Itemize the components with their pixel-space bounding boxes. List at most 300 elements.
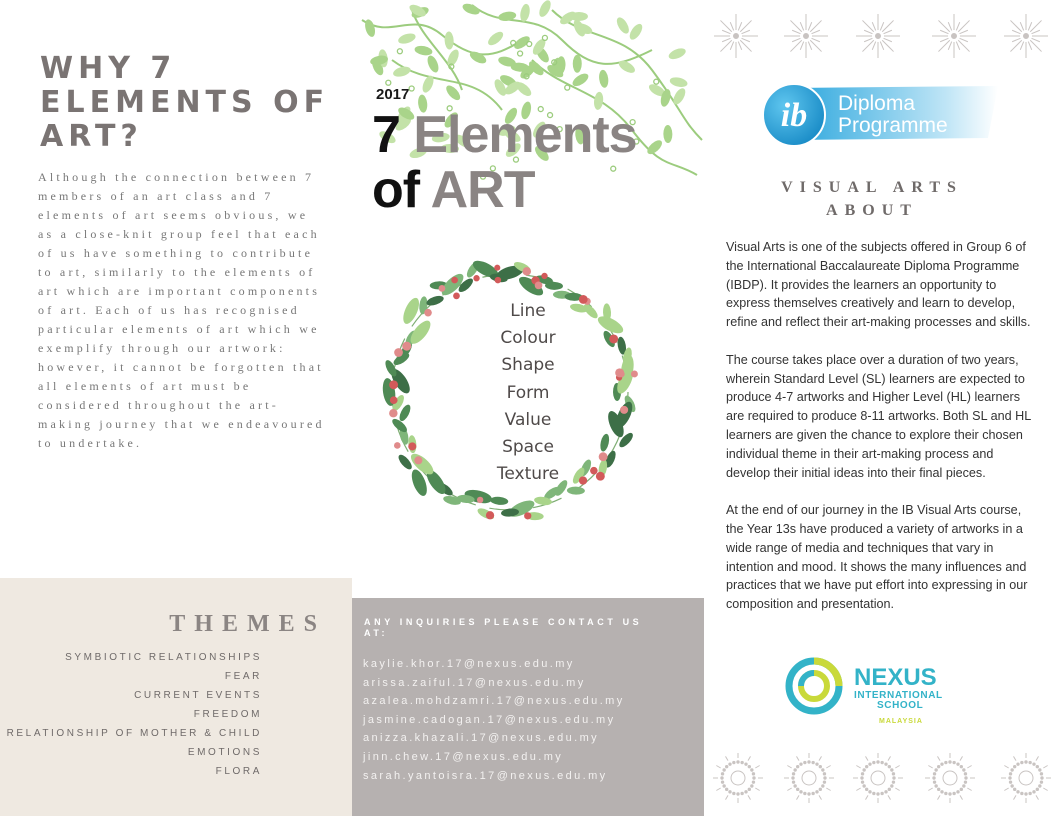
sparkle-ray [740, 20, 751, 31]
mandala-ray [819, 795, 822, 799]
wreath-berry [451, 277, 458, 284]
mandala-dot [824, 777, 826, 779]
mandala-dot [957, 791, 959, 793]
sparkle-ray [808, 22, 811, 30]
mandala-dot [1021, 761, 1023, 763]
mandala-ray [895, 788, 899, 791]
sparkle-ray [882, 40, 893, 51]
why-body-text: Although the connection between 7 members of an art class and 7 elements of art seems obvious, we as a close-knit group feel that each of us have something to contribute to art, similarly to the elements of art which are important components of art. Each of us has recognised particular elements of art which we exemplify through our artwork: however, it cannot be forgotten that all elements of art must be considered throughout the art-making journey that we endeavoured to undertake. [38, 170, 325, 450]
sparkle-center [734, 34, 739, 39]
contact-email-list [363, 655, 625, 785]
mandala-ray [748, 795, 751, 799]
sparkle-ray [1010, 20, 1021, 31]
theme-item: EMOTIONS [187, 747, 262, 758]
mandala-ring [731, 771, 745, 785]
wreath-berry [631, 370, 638, 377]
sparkle-ray [1012, 38, 1020, 41]
mandala-dot [1009, 781, 1011, 783]
sparkle-ray [812, 30, 820, 33]
mandala-ray [787, 788, 791, 791]
mandala-ray [726, 795, 729, 799]
mandala-dot [941, 791, 943, 793]
wreath-berry [402, 342, 411, 351]
mandala-ring [1019, 771, 1033, 785]
mandala-dot [1011, 785, 1013, 787]
mandala-dot [863, 769, 865, 771]
mandala-dot [792, 777, 794, 779]
mandala-dot [822, 769, 824, 771]
mandala-ray [1004, 788, 1008, 791]
mandala-dot [935, 769, 937, 771]
sparkle-ray [884, 30, 892, 33]
about-paragraph: The course takes place over a duration of two years, wherein Standard Level (SL) learners are expected to produce 4-7 artworks and Higher Level (HL) learners are required to produce 8-11 artworks. Both SL and HL learners are given the chance to explore their chosen individual theme in their art-making process and develop their initial ideas into their final pieces. [726, 352, 1031, 480]
mandala-dot [745, 763, 747, 765]
sparkle-ray [862, 40, 873, 51]
mandala-dot [933, 781, 935, 783]
wreath-berry [414, 456, 422, 464]
nexus-line2: INTERNATIONAL [854, 690, 943, 701]
vine-leaf [671, 86, 688, 106]
contact-email[interactable]: jasmine.cadogan.17@nexus.edu.my [363, 713, 616, 726]
mandala-ray [819, 756, 822, 760]
wreath-berry [394, 348, 403, 357]
mandala-ray [755, 788, 759, 791]
element-item: Value [504, 409, 552, 430]
wreath-berry [389, 409, 397, 417]
mandala-dot [819, 788, 821, 790]
mandala-ray [1036, 756, 1039, 760]
sparkle-ray [792, 30, 800, 33]
contact-email[interactable]: azalea.mohdzamri.17@nexus.edu.my [363, 695, 625, 708]
mandala-ray [748, 756, 751, 760]
mandala-ray [1043, 766, 1047, 769]
sparkle-ray [738, 22, 741, 30]
wreath-berry [477, 497, 483, 503]
mandala-ray [960, 756, 963, 760]
mandala-dot [1011, 769, 1013, 771]
mandala-dot [1033, 763, 1035, 765]
mandala-dot [1036, 765, 1038, 767]
mandala-dot [748, 765, 750, 767]
wreath-berry [596, 472, 605, 481]
why-title: WHY 7 ELEMENTS OF ART? [40, 51, 330, 154]
sparkle-ray [864, 30, 872, 33]
mandala-dot [937, 788, 939, 790]
nexus-international-school-logo [782, 652, 952, 728]
element-item: Texture [496, 464, 560, 485]
sparkle-ray [884, 38, 892, 41]
sparkle-ray [940, 30, 948, 33]
sparkle-ray [862, 20, 873, 31]
sparkle-ray [740, 40, 751, 51]
wreath-berry [590, 467, 598, 475]
mandala-dot [877, 793, 879, 795]
vine-dot [409, 86, 414, 91]
mandala-dot [881, 792, 883, 794]
mandala-dot [751, 769, 753, 771]
title-word-art: ART [430, 161, 535, 219]
vine-leaf [614, 15, 631, 35]
mandala-dot [1017, 791, 1019, 793]
mandala-dot [1013, 788, 1015, 790]
mandala-dot [893, 777, 895, 779]
mandala-dot [861, 773, 863, 775]
mandala-dot [869, 763, 871, 765]
mandala-dot [1040, 781, 1042, 783]
sparkle-ray [872, 22, 875, 30]
vine-dot [565, 85, 570, 90]
mandala-ray [1014, 756, 1017, 760]
mandala-dot [1025, 793, 1027, 795]
contact-email[interactable]: jinn.chew.17@nexus.edu.my [363, 750, 564, 763]
mandala-dot [800, 763, 802, 765]
mandala-ray [888, 795, 891, 799]
sparkle-ray [956, 22, 959, 30]
mandala-dot [733, 761, 735, 763]
top-sparkle-decoration [706, 8, 1056, 68]
mandala-dot [725, 788, 727, 790]
element-item: Shape [501, 355, 555, 376]
mandala-dot [861, 777, 863, 779]
mandala-ray [866, 795, 869, 799]
sparkle-ray [948, 42, 951, 50]
mandala-dot [796, 788, 798, 790]
sparkle-center [804, 34, 809, 39]
vine-dot [518, 51, 523, 56]
mandala-ray [960, 795, 963, 799]
mandala-dot [1029, 792, 1031, 794]
mandala-dot [800, 791, 802, 793]
sparkle-ray [1032, 38, 1040, 41]
nexus-name: NEXUS [854, 664, 937, 691]
mandala-ray [797, 795, 800, 799]
mandala-ray [856, 788, 860, 791]
elements-list [468, 298, 588, 488]
mandala-dot [816, 763, 818, 765]
themes-title: THEMES [169, 611, 326, 637]
mandala-dot [812, 792, 814, 794]
mandala-dot [865, 765, 867, 767]
mandala-dot [873, 761, 875, 763]
mandala-dot [737, 793, 739, 795]
mandala-dot [960, 788, 962, 790]
sparkle-ray [790, 40, 801, 51]
mandala-dot [808, 761, 810, 763]
sparkle-ray [800, 22, 803, 30]
contact-title: ANY INQUIRIES PLEASE CONTACT US AT: [364, 617, 643, 638]
sparkle-ray [742, 30, 750, 33]
mandala-dot [1009, 777, 1011, 779]
mandala-dot [865, 788, 867, 790]
mandala-dot [794, 785, 796, 787]
vine-leaf [669, 76, 689, 89]
wreath-berry [618, 371, 624, 377]
mandala-ray [1014, 795, 1017, 799]
vine-leaf [486, 29, 506, 47]
sparkle-center [1024, 34, 1029, 39]
vine-leaf [519, 3, 531, 22]
wreath-leaf [599, 433, 611, 452]
sparkle-ray [880, 22, 883, 30]
wreath-berry [473, 275, 479, 281]
nexus-line3: SCHOOL [877, 700, 924, 711]
mandala-dot [1021, 792, 1023, 794]
mandala-dot [823, 773, 825, 775]
mandala-dot [869, 791, 871, 793]
sparkle-ray [960, 30, 968, 33]
main-title [372, 108, 712, 218]
about-paragraph: Visual Arts is one of the subjects offered in Group 6 of the International Baccalaureate Diploma Programme (IBDP). It provides the learners an opportunity to express themselves creatively and learn to develop, refine and reflect their art-making processes and skills. [726, 240, 1031, 330]
sparkle-ray [872, 42, 875, 50]
sparkle-ray [808, 42, 811, 50]
mandala-dot [935, 785, 937, 787]
sparkle-center [952, 34, 957, 39]
vine-leaf [414, 45, 433, 57]
mandala-dot [1036, 788, 1038, 790]
vine-leaf [573, 55, 582, 73]
mandala-ring [802, 771, 816, 785]
contact-email[interactable]: anizza.khazali.17@nexus.edu.my [363, 732, 600, 745]
sparkle-center [876, 34, 881, 39]
vine-dot [397, 49, 402, 54]
wreath-leaf [400, 296, 422, 326]
vine-leaf [461, 2, 481, 17]
mandala-dot [1013, 765, 1015, 767]
mandala-dot [1040, 773, 1042, 775]
theme-item: RELATIONSHIP OF MOTHER & CHILD [6, 728, 262, 739]
mandala-ray [967, 788, 971, 791]
mandala-dot [808, 793, 810, 795]
contact-email[interactable]: sarah.yantoisra.17@nexus.edu.my [363, 769, 608, 782]
wreath-berry [609, 334, 618, 343]
wreath-berry [524, 512, 531, 519]
mandala-dot [861, 781, 863, 783]
vine-dot [654, 79, 659, 84]
sparkle-ray [960, 38, 968, 41]
sparkle-ray [720, 20, 731, 31]
sparkle-ray [1030, 20, 1041, 31]
wreath-berry [394, 442, 401, 449]
mandala-dot [1039, 769, 1041, 771]
mandala-dot [949, 793, 951, 795]
about-paragraph: At the end of our journey in the IB Visual Arts course, the Year 13s have produced a variety of artworks in a wide range of media and techniques that vary in intention and mood. It shows the many influences and practices that we have put effort into expressing in our composition and presentation. [726, 503, 1028, 612]
mandala-dot [792, 773, 794, 775]
mandala-ray [1004, 766, 1008, 769]
mandala-dot [804, 792, 806, 794]
wreath-berry [424, 309, 432, 317]
mandala-dot [723, 769, 725, 771]
theme-item: CURRENT EVENTS [134, 690, 262, 701]
mandala-dot [725, 765, 727, 767]
ib-mark: ib [780, 97, 808, 134]
mandala-dot [892, 781, 894, 783]
mandala-dot [796, 765, 798, 767]
sparkle-ray [938, 20, 949, 31]
mandala-dot [949, 761, 951, 763]
mandala-dot [953, 761, 955, 763]
mandala-ray [726, 756, 729, 760]
mandala-dot [877, 761, 879, 763]
about-title: VISUAL ARTS ABOUT [781, 179, 963, 219]
ib-diploma-programme-logo [760, 82, 1000, 152]
theme-item: FEAR [224, 671, 262, 682]
mandala-dot [804, 761, 806, 763]
wreath-berry [495, 277, 501, 283]
sparkle-ray [730, 42, 733, 50]
mandala-ray [787, 766, 791, 769]
mandala-dot [964, 781, 966, 783]
mandala-ray [826, 766, 830, 769]
wreath-berry [453, 292, 460, 299]
wreath-berry [599, 452, 608, 461]
mandala-ray [1043, 788, 1047, 791]
mandala-dot [721, 777, 723, 779]
sparkle-ray [864, 38, 872, 41]
mandala-dot [888, 788, 890, 790]
mandala-dot [737, 761, 739, 763]
ib-logo-line2: Programme [838, 114, 948, 137]
sparkle-ray [882, 20, 893, 31]
wreath-leaf [490, 496, 509, 506]
sparkle-ray [1020, 42, 1023, 50]
mandala-dot [1025, 761, 1027, 763]
mandala-dot [721, 781, 723, 783]
mandala-dot [945, 792, 947, 794]
sparkle-ray [792, 38, 800, 41]
mandala-dot [1039, 785, 1041, 787]
sparkle-ray [722, 38, 730, 41]
wreath-berry [439, 285, 446, 292]
contact-email[interactable]: kaylie.khor.17@nexus.edu.my [363, 658, 575, 670]
sparkle-ray [1010, 40, 1021, 51]
wreath-berry [620, 406, 628, 414]
sparkle-ray [938, 40, 949, 51]
vine-dot [542, 35, 547, 40]
sparkle-ray [1028, 42, 1031, 50]
mandala-dot [1029, 761, 1031, 763]
mandala-ray [967, 766, 971, 769]
vine-leaf [425, 54, 440, 74]
wreath-berry [389, 380, 398, 389]
sparkle-ray [958, 20, 969, 31]
mandala-dot [892, 773, 894, 775]
vine-leaf [598, 69, 609, 88]
title-word-elements: Elements [413, 106, 637, 164]
bottom-mandala-decoration [706, 748, 1056, 808]
mandala-ray [755, 766, 759, 769]
mandala-dot [891, 769, 893, 771]
mandala-dot [965, 777, 967, 779]
mandala-dot [960, 765, 962, 767]
sparkle-ray [790, 20, 801, 31]
nexus-line4: MALAYSIA [879, 718, 923, 725]
wreath-berry [535, 282, 543, 290]
mandala-ray [716, 788, 720, 791]
sparkle-ray [1012, 30, 1020, 33]
sparkle-ray [812, 38, 820, 41]
mandala-dot [748, 788, 750, 790]
year-label: 2017 [376, 86, 410, 103]
mandala-dot [863, 785, 865, 787]
element-item: Space [502, 437, 554, 458]
wreath-berry [486, 511, 494, 519]
mandala-dot [881, 761, 883, 763]
mandala-ray [797, 756, 800, 760]
mandala-dot [723, 785, 725, 787]
theme-item: FREEDOM [193, 709, 262, 720]
mandala-dot [752, 781, 754, 783]
theme-item: FLORA [215, 766, 262, 777]
mandala-ray [928, 766, 932, 769]
vine-dot [386, 80, 391, 85]
element-item: Colour [500, 328, 556, 349]
sparkle-ray [800, 42, 803, 50]
mandala-dot [729, 763, 731, 765]
sparkle-ray [880, 42, 883, 50]
contact-panel [352, 598, 704, 816]
themes-panel [0, 578, 352, 816]
about-body [726, 238, 1040, 633]
sparkle-ray [730, 22, 733, 30]
sparkle-ray [720, 40, 731, 51]
mandala-dot [753, 777, 755, 779]
vine-leaf [444, 31, 454, 49]
mandala-dot [937, 765, 939, 767]
sparkle-ray [1028, 22, 1031, 30]
mandala-dot [819, 765, 821, 767]
mandala-dot [816, 791, 818, 793]
mandala-ray [866, 756, 869, 760]
mandala-dot [945, 761, 947, 763]
mandala-dot [745, 791, 747, 793]
wreath-berry [390, 396, 398, 404]
sparkle-ray [722, 30, 730, 33]
title-word-of: of [372, 161, 420, 219]
sparkle-ray [1030, 40, 1041, 51]
mandala-dot [792, 781, 794, 783]
mandala-dot [1009, 773, 1011, 775]
mandala-dot [957, 763, 959, 765]
mandala-dot [888, 765, 890, 767]
mandala-ray [856, 766, 860, 769]
sparkle-ray [958, 40, 969, 51]
mandala-ray [938, 795, 941, 799]
mandala-dot [812, 761, 814, 763]
sparkle-ray [948, 22, 951, 30]
mandala-ray [938, 756, 941, 760]
vine-leaf [627, 22, 645, 42]
mandala-dot [721, 773, 723, 775]
element-item: Line [510, 301, 546, 321]
contact-email[interactable]: arissa.zaiful.17@nexus.edu.my [363, 676, 586, 689]
mandala-dot [963, 785, 965, 787]
sparkle-ray [810, 40, 821, 51]
mandala-dot [941, 763, 943, 765]
mandala-dot [891, 785, 893, 787]
wreath-berry [494, 265, 500, 271]
ib-logo-line1: Diploma [838, 92, 916, 115]
themes-list [7, 648, 262, 781]
mandala-dot [752, 773, 754, 775]
mandala-dot [1041, 777, 1043, 779]
mandala-dot [953, 792, 955, 794]
sparkle-ray [738, 42, 741, 50]
sparkle-ray [810, 20, 821, 31]
mandala-ray [895, 766, 899, 769]
mandala-dot [885, 763, 887, 765]
mandala-dot [822, 785, 824, 787]
mandala-dot [933, 773, 935, 775]
